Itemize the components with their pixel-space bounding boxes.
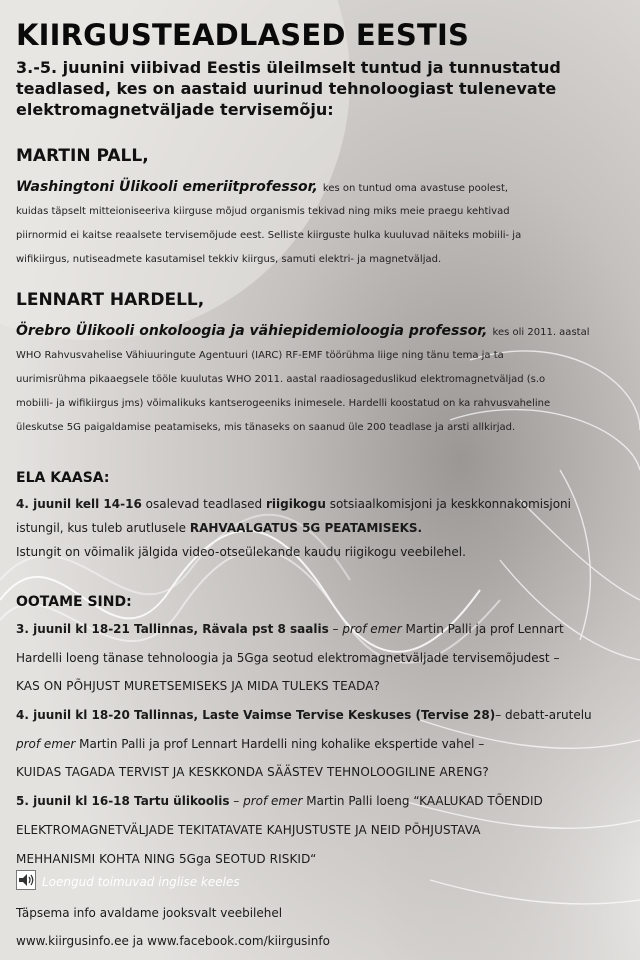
speaker-bio-pall-line1: kuidas täpselt mitteioniseeriva kiirguse mõjud organismis tekivad ning miks meie praegu kehtivad — [16, 206, 510, 217]
event3-dash: – — [229, 794, 244, 808]
speaker-role-line-hardell — [16, 320, 589, 339]
event3-line3: MEHHANISMI KOHTA NING 5Gga SEOTUD RISKID“ — [16, 852, 317, 866]
event2-when-where: 4. juunil kl 18-20 Tallinnas, Laste Vaimse Tervise Keskuses (Tervise 28) — [16, 708, 496, 722]
ela-kaasa-line2 — [16, 521, 422, 535]
speaker-bio-hardell-line4: üleskutse 5G paigaldamise peatamiseks, mis tänaseks on saanud üle 200 teadlase ja arsti allkirjad. — [16, 422, 516, 433]
speaker-lead-hardell: kes oli 2011. aastal — [492, 327, 590, 338]
event1-prof-emer: prof emer — [342, 622, 402, 636]
speaker-bio-hardell-line3: mobiili- ja wifikiirgus jms) võimalikuks kantserogeeniks inimesele. Hardelli koostatud on ka rahvusvaheline — [16, 398, 551, 409]
event3-line1 — [16, 794, 543, 808]
event2-text: – debatt-arutelu — [495, 708, 592, 722]
speaker-role-hardell: Örebro Ülikooli onkoloogia ja vähiepidemioloogia professor, — [16, 323, 488, 339]
page-title: KIIRGUSTEADLASED EESTIS — [16, 18, 470, 52]
ela-text: osalevad teadlased — [141, 497, 266, 511]
language-note: Loengud toimuvad inglise keeles — [42, 875, 240, 889]
speaker-name-pall: MARTIN PALL, — [16, 146, 149, 166]
ela-initiative: RAHVAALGATUS 5G PEATAMISEKS. — [189, 521, 423, 535]
event1-line2: Hardelli loeng tänase tehnoloogia ja 5Gga seotud elektromagnetväljade tervisemõjudest – — [16, 651, 560, 665]
event1-dash: – — [328, 622, 343, 636]
event2-line3: KUIDAS TAGADA TERVIST JA KESKKONDA SÄÄSTEV TEHNOLOOGILINE ARENG? — [16, 765, 489, 779]
speaker-role-line-pall — [16, 176, 508, 195]
ela-date: 4. juunil kell 14-16 — [16, 497, 142, 511]
subtitle: 3.-5. juunini viibivad Eestis üleilmselt tuntud ja tunnustatud teadlased, kes on aastaid uurinud tehnoloogiast tulenevate elektromagnetväljade tervisemõju: — [16, 58, 561, 119]
speaker-bio-hardell-line2: uurimisrühma pikaaegsele tööle kuulutas WHO 2011. aastal raadiosageduslikud elektromagnetväljad (s.o — [16, 374, 546, 385]
links-text[interactable]: www.kiirgusinfo.ee ja www.facebook.com/kiirgusinfo — [16, 934, 330, 948]
speaker-bio-pall-line3: wifikiirgus, nutiseadmete kasutamisel tekkiv kiirgus, samuti elektri- ja magnetväljad. — [16, 254, 442, 265]
event2-prof-emer: prof emer — [16, 737, 76, 751]
event2-line1 — [16, 708, 592, 722]
speaker-name-hardell: LENNART HARDELL, — [16, 290, 205, 310]
speaker-icon — [16, 870, 36, 894]
section-heading-ela-kaasa: ELA KAASA: — [16, 470, 110, 486]
event3-prof-emer: prof emer — [243, 794, 303, 808]
speaker-lead-pall: kes on tuntud oma avastuse poolest, — [322, 183, 509, 194]
event2-line2 — [16, 737, 484, 751]
event3-when-where: 5. juunil kl 16-18 Tartu ülikoolis — [16, 794, 230, 808]
event1-when-where: 3. juunil kl 18-21 Tallinnas, Rävala pst 8 saalis — [16, 622, 329, 636]
event3-text: Martin Palli loeng “KAALUKAD TÕENDID — [302, 794, 543, 808]
ela-riigikogu: riigikogu — [266, 497, 326, 511]
speaker-role-pall: Washingtoni Ülikooli emeriitprofessor, — [16, 179, 318, 195]
event1-line3: KAS ON PÕHJUST MURETSEMISEKS JA MIDA TULEKS TEADA? — [16, 679, 381, 693]
speaker-bio-hardell-line1: WHO Rahvusvahelise Vähiuuringute Agentuuri (IARC) RF-EMF töörühma liige ning tänu tema ja ta — [16, 350, 504, 361]
event2-text-2: Martin Palli ja prof Lennart Hardelli ning kohalike ekspertide vahel – — [75, 737, 485, 751]
info-text: Täpsema info avaldame jooksvalt veebilehel — [16, 906, 283, 920]
event3-line2: ELEKTROMAGNETVÄLJADE TEKITATAVATE KAHJUSTUSTE JA NEID PÕHJUSTAVA — [16, 823, 481, 837]
ela-text-3: istungil, kus tuleb arutlusele — [16, 521, 190, 535]
speaker-bio-pall-line2: piirnormid ei kaitse reaalsete tervisemõjude eest. Selliste kiirguste hulka kuuluvad näiteks mobiili- ja — [16, 230, 522, 241]
event1-text: Martin Palli ja prof Lennart — [401, 622, 564, 636]
ela-kaasa-line3: Istungit on võimalik jälgida video-otseülekande kaudu riigikogu veebilehel. — [16, 545, 466, 559]
language-note-row — [16, 870, 240, 894]
ela-kaasa-line1 — [16, 497, 571, 511]
section-heading-ootame-sind: OOTAME SIND: — [16, 594, 132, 610]
event1-line1 — [16, 622, 564, 636]
ela-text-2: sotsiaalkomisjoni ja keskkonnakomisjoni — [325, 497, 571, 511]
